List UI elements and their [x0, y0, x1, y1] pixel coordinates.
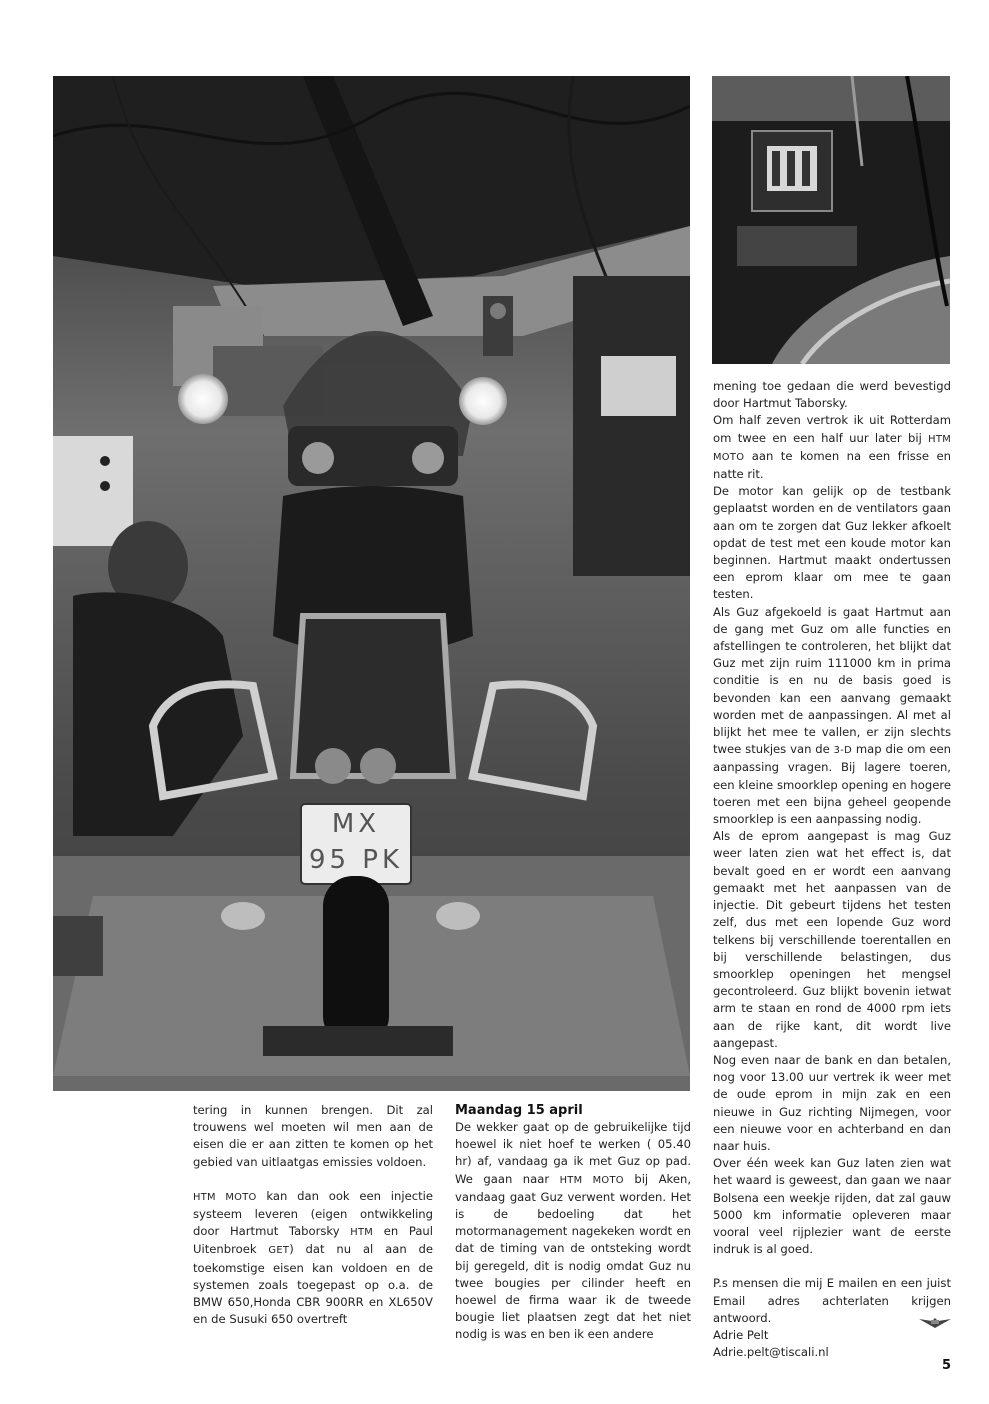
right-paragraph-4-part-a: Als Guz afgekoeld is gaat Hartmut aan de gang met Guz om alle functies en afstellingen te controleren, het blijkt dat Guz met zijn ruim 111000 km in prima conditie is en nu de basis goed is bevonden kan een aanvang gemaakt worden met de aanpassingen. Al met al blijkt het mee te vallen, er zijn slechts twee stukjes van de [713, 604, 951, 757]
test-equipment-illustration [712, 76, 950, 364]
htm-moto-brand: HTM MOTO [713, 433, 951, 463]
right-paragraph-2 [713, 412, 951, 483]
motorcycle-dyno-photo [53, 76, 690, 1091]
htm-moto-brand: HTM MOTO [193, 1191, 257, 1203]
right-paragraph-3: De motor kan gelijk op de testbank geplaatst worden en de ventilators gaan aan om te zorgen dat Guz lekker afkoelt opdat de test met een koude motor kan beginnen. Hartmut maakt ondertussen een eprom klaar om mee te gaan testen. [713, 484, 951, 602]
right-paragraph-4-part-b: map die om een aanpassing vragen. Bij lagere toeren, een kleine smoorklep opening en hogere toeren met een bijna geheel geopende smoorklep is een aanpassing nodig. [713, 742, 951, 827]
section-heading: Maandag 15 april [455, 1103, 583, 1118]
left-paragraph-2-part-a: kan dan ook een injectie systeem leveren (eigen ontwikkeling door Hartmut Taborsky [193, 1188, 433, 1239]
left-paragraph-2 [193, 1188, 433, 1329]
license-plate-line-2: 95 PK [308, 845, 404, 875]
license-plate-line-1: MX [331, 809, 381, 839]
page-number: 5 [941, 1358, 951, 1373]
right-paragraph-4 [713, 604, 951, 829]
right-paragraph-5: Als de eprom aangepast is mag Guz weer laten zien wat het effect is, dat bevalt goed en er wordt een aanvang gemaakt met het aanpassen van de injectie. Dit gebeurt tijdens het testen zelf, dus met een lopende Guz word telkens bij verschillende toerentallen en bij verschillende belastingen, dus smoorklep openingen het mengsel gecontroleerd. Guz blijkt bovenin ietwat arm te staan en rond de 4000 rpm iets aan de rijke kant, dit wordt live aangepast. [713, 829, 951, 1050]
right-paragraph-7: Over één week kan Guz laten zien wat het waard is geweest, dan gaan we naar Bolsena een weekje rijden, dat zal gauw 5000 km informatie opleveren maar vooral veel rijplezier want de eerste indruk is al goed. [713, 1156, 951, 1257]
mid-paragraph-1-part-b: bij Aken, vandaag gaat Guz verwent worden. Het is de bedoeling dat het motormanagement nagekeken wordt en dat de timing van de ontsteking wordt bij geregeld, dit is nodig omdat Guz nu twee bougies per cilinder heeft en hoewel de firma waar ik de tweede bougie liet plaatsen zegt dat het niet nodig is was en ben ik een andere [455, 1171, 692, 1342]
mid-paragraph-1-part-a: De wekker gaat op de gebruikelijke tijd hoewel ik niet hoef te werken ( 05.40 hr) af, vandaag ga ik met Guz op pad. We gaan naar [455, 1120, 691, 1186]
right-paragraph-1: mening toe gedaan die werd bevestigd door Hartmut Taborsky. [713, 379, 951, 411]
3d-abbrev: 3-D [833, 745, 852, 757]
left-paragraph-2-part-c: ) dat nu al aan de toekomstige eisen kan voldoen en de systemen zoals toegepast op o.a. de BMW 650,Honda CBR 900RR en XL650V en de Susuki 650 overtreft [193, 1242, 433, 1327]
left-column-text [193, 1102, 433, 1328]
get-abbrev: GET [268, 1245, 290, 1257]
right-paragraph-2-part-a: Om half zeven vertrok ik uit Rotterdam om twee en een half uur later bij [713, 413, 951, 445]
left-paragraph-1: tering in kunnen brengen. Dit zal trouwens wel moeten wil men aan de eisen die er aan zitten te komen op het gebied van uitlaatgas emissies voldoen. [193, 1103, 433, 1169]
author-name: Adrie Pelt [713, 1327, 769, 1342]
motorcycle-photo-illustration [53, 76, 690, 1091]
club-wings-logo-icon [918, 1314, 952, 1328]
test-equipment-photo [712, 76, 950, 364]
mid-paragraph-1 [455, 1119, 691, 1344]
right-paragraph-6: Nog even naar de bank en dan betalen, nog voor 13.00 uur vertrek ik weer met de oude eprom in mijn zak en een nieuwe in Guz richting Nijmegen, voor een nieuwe voor en achterband en dan naar huis. [713, 1052, 951, 1153]
right-column-text [713, 378, 951, 1361]
middle-column-text [455, 1102, 691, 1344]
right-paragraph-8: P.s mensen die mij E mailen en een juist Email adres achterlaten krijgen antwoord. [713, 1276, 951, 1325]
htm-moto-brand: HTM MOTO [559, 1174, 624, 1186]
htm-abbrev: HTM [350, 1227, 374, 1239]
right-paragraph-2-part-b: aan te komen na een frisse en natte rit. [713, 448, 951, 482]
author-email[interactable]: Adrie.pelt@tiscali.nl [713, 1345, 829, 1360]
license-plate [301, 806, 411, 886]
left-paragraph-2-part-b: en Paul Uitenbroek [193, 1224, 433, 1257]
